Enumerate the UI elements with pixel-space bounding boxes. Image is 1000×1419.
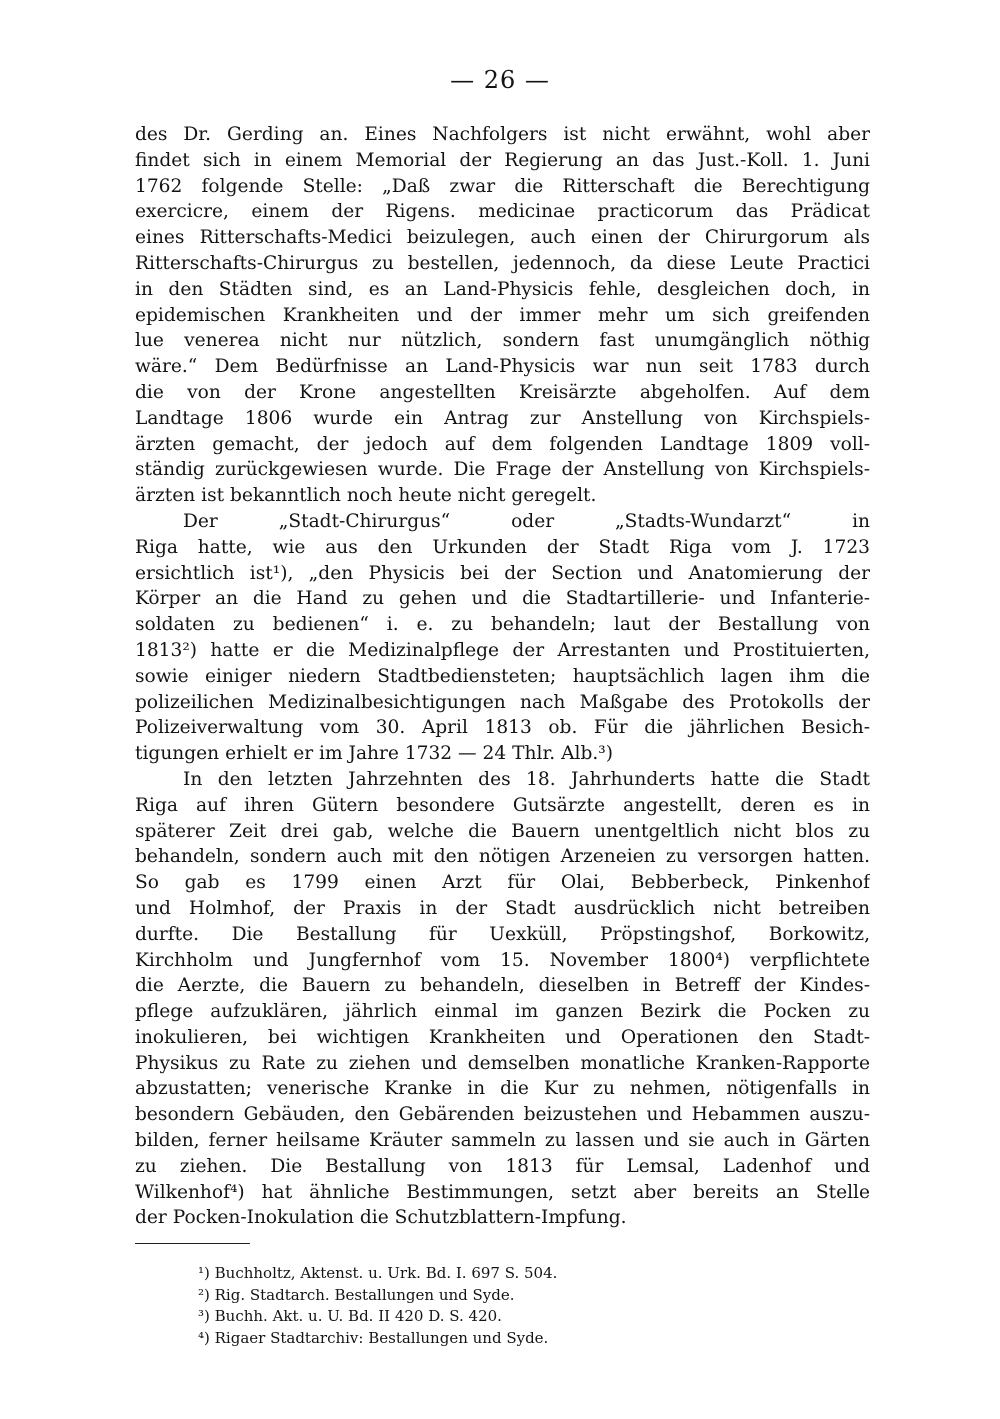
text-line: soldaten zu bedienen“ i. e. zu behandeln; laut der Bestallung von bbox=[135, 614, 870, 636]
text-line: Riga hatte, wie aus den Urkunden der Stadt Riga vom J. 1723 bbox=[135, 536, 870, 558]
text-line: Riga auf ihren Gütern besondere Gutsärzte angestellt, deren es in bbox=[135, 794, 870, 816]
text-line: Landtage 1806 wurde ein Antrag zur Anstellung von Kirchspiels- bbox=[135, 407, 870, 429]
text-line: 1762 folgende Stelle: „Daß zwar die Ritterschaft die Berechtigung bbox=[135, 175, 870, 197]
text-line: exercicre, einem der Rigens. medicinae practicorum das Prädicat bbox=[135, 201, 870, 223]
text-line: Physikus zu Rate zu ziehen und demselben monatliche Kranken-Rapporte bbox=[135, 1052, 870, 1074]
text-line: ärzten gemacht, der jedoch auf dem folgenden Landtage 1809 voll- bbox=[135, 433, 870, 455]
text-line: späterer Zeit drei gab, welche die Bauern unentgeltlich nicht blos zu bbox=[135, 820, 870, 842]
text-line: die von der Krone angestellten Kreisärzte abgeholfen. Auf dem bbox=[135, 381, 870, 403]
text-line: polizeilichen Medizinalbesichtigungen nach Maßgabe des Protokolls der bbox=[135, 691, 870, 713]
text-line: Körper an die Hand zu gehen und die Stadtartillerie- und Infanterie- bbox=[135, 588, 870, 610]
text-line: eines Ritterschafts-Medici beizulegen, auch einen der Chirurgorum als bbox=[135, 227, 870, 249]
text-line: und Holmhof, der Praxis in der Stadt ausdrücklich nicht betreiben bbox=[135, 897, 870, 919]
text-line: Der „Stadt-Chirurgus“ oder „Stadts-Wundarzt“ in bbox=[183, 510, 870, 532]
text-line: 1813²) hatte er die Medizinalpflege der Arrestanten und Prostituierten, bbox=[135, 639, 870, 661]
text-line: ständig zurückgewiesen wurde. Die Frage der Anstellung von Kirchspiels- bbox=[135, 459, 870, 481]
text-line: Polizeiverwaltung vom 30. April 1813 ob. Für die jährlichen Besich- bbox=[135, 717, 870, 739]
text-line: besondern Gebäuden, den Gebärenden beizustehen und Hebammen auszu- bbox=[135, 1104, 870, 1126]
text-line: des Dr. Gerding an. Eines Nachfolgers ist nicht erwähnt, wohl aber bbox=[135, 124, 870, 145]
footnote-divider bbox=[135, 1243, 250, 1244]
text-line: durfte. Die Bestallung für Uexküll, Pröpstingshof, Borkowitz, bbox=[135, 923, 870, 945]
text-line: epidemischen Krankheiten und der immer mehr um sich greifenden bbox=[135, 304, 870, 326]
footnote: ³) Buchh. Akt. u. U. Bd. II 420 D. S. 420. bbox=[198, 1307, 502, 1325]
text-line: in den Städten sind, es an Land-Physicis fehle, desgleichen doch, in bbox=[135, 278, 870, 300]
text-line: pflege aufzuklären, jährlich einmal im ganzen Bezirk die Pocken zu bbox=[135, 1001, 870, 1023]
text-line: In den letzten Jahrzehnten des 18. Jahrhunderts hatte die Stadt bbox=[183, 768, 870, 790]
text-line: findet sich in einem Memorial der Regierung an das Just.-Koll. 1. Juni bbox=[135, 149, 870, 171]
text-line: Kirchholm und Jungfernhof vom 15. November 1800⁴) verpflichtete bbox=[135, 949, 870, 971]
text-line: inokulieren, bei wichtigen Krankheiten und Operationen den Stadt- bbox=[135, 1026, 870, 1048]
text-line: wäre.“ Dem Bedürfnisse an Land-Physicis war nun seit 1783 durch bbox=[135, 356, 870, 378]
text-line: bilden, ferner heilsame Kräuter sammeln zu lassen und sie auch in Gärten bbox=[135, 1130, 870, 1152]
text-line: Wilkenhof⁴) hat ähnliche Bestimmungen, setzt aber bereits an Stelle bbox=[135, 1181, 870, 1203]
text-line: zu ziehen. Die Bestallung von 1813 für Lemsal, Ladenhof und bbox=[135, 1155, 870, 1177]
text-line: behandeln, sondern auch mit den nötigen Arzeneien zu versorgen hatten. bbox=[135, 846, 870, 868]
text-line: tigungen erhielt er im Jahre 1732 — 24 Thlr. Alb.³) bbox=[135, 743, 614, 765]
text-line: der Pocken-Inokulation die Schutzblattern-Impfung. bbox=[135, 1207, 627, 1229]
page-number: — 26 — bbox=[450, 66, 550, 94]
footnote: ²) Rig. Stadtarch. Bestallungen und Syde. bbox=[198, 1285, 515, 1304]
footnote: ⁴) Rigaer Stadtarchiv: Bestallungen und Syde. bbox=[198, 1328, 549, 1347]
text-line: ärzten ist bekanntlich noch heute nicht geregelt. bbox=[135, 485, 597, 507]
footnotes bbox=[198, 1263, 758, 1349]
text-line: abzustatten; venerische Kranke in die Kur zu nehmen, nötigenfalls in bbox=[135, 1078, 870, 1100]
body-text bbox=[135, 122, 870, 1231]
text-line: die Aerzte, die Bauern zu behandeln, dieselben in Betreff der Kindes- bbox=[135, 975, 870, 997]
text-line: lue venerea nicht nur nützlich, sondern fast unumgänglich nöthig bbox=[135, 330, 870, 352]
text-line: ersichtlich ist¹), „den Physicis bei der Section und Anatomierung der bbox=[135, 562, 870, 584]
text-line: So gab es 1799 einen Arzt für Olai, Bebberbeck, Pinkenhof bbox=[135, 872, 870, 894]
text-line: Ritterschafts-Chirurgus zu bestellen, jedennoch, da diese Leute Practici bbox=[135, 252, 870, 274]
text-line: sowie einiger niedern Stadtbediensteten; hauptsächlich lagen ihm die bbox=[135, 665, 870, 687]
footnote: ¹) Buchholtz, Aktenst. u. Urk. Bd. I. 697 S. 504. bbox=[198, 1264, 558, 1282]
